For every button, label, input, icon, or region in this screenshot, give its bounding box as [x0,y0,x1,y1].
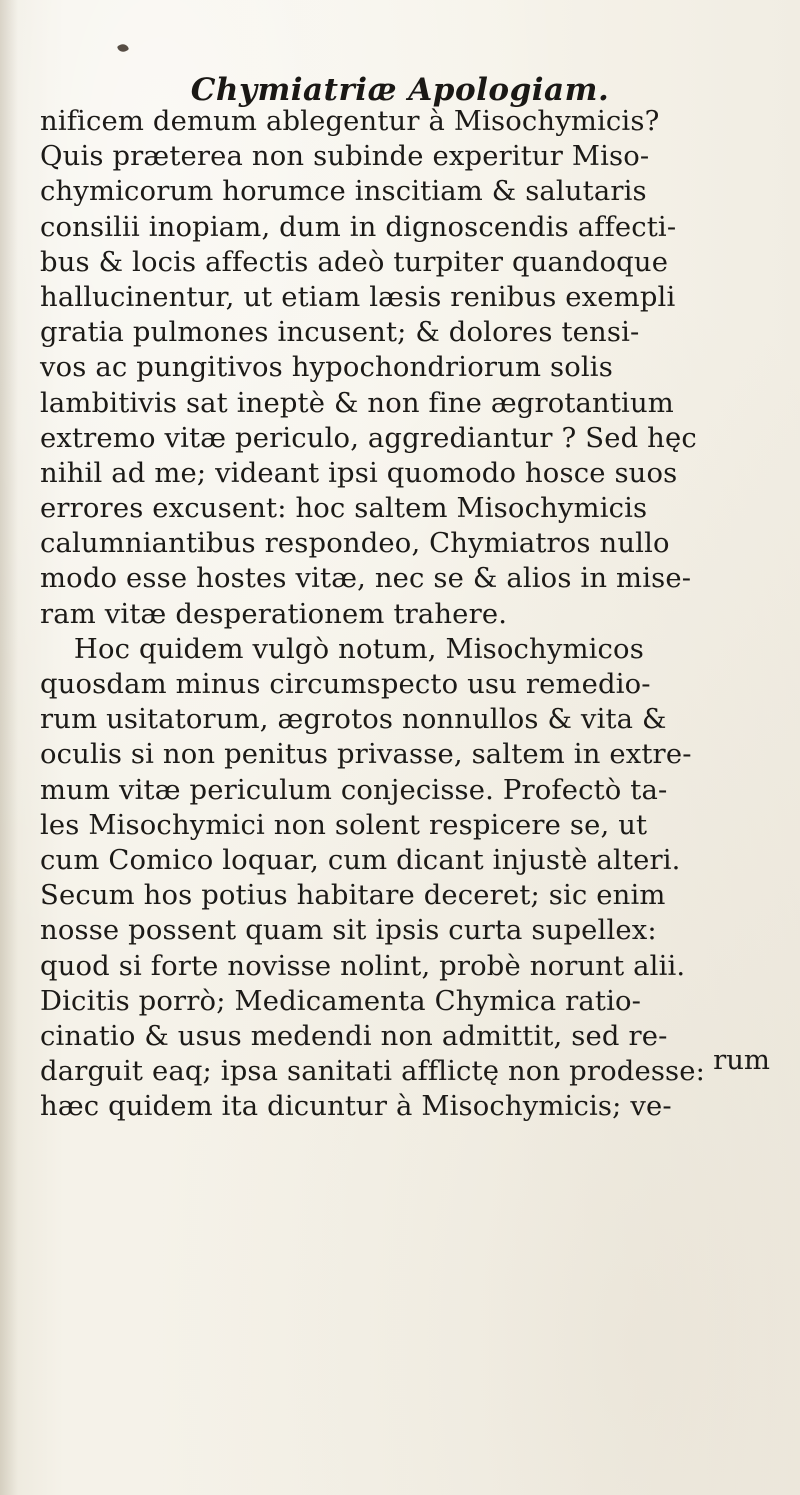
text-line: rum usitatorum, ægrotos nonnullos & vita & [40,703,667,736]
text-line: hæc quidem ita dicuntur à Misochymicis; ve- [40,1090,672,1123]
text-line: vos ac pungitivos hypochondriorum solis [40,351,613,384]
text-line: mum vitæ periculum conjecisse. Profectò ta- [40,773,668,806]
text-line: lambitivis sat ineptè & non fine ægrotantium [40,386,674,419]
text-line: hallucinentur, ut etiam læsis renibus exempli [40,280,676,313]
text-line: Secum hos potius habitare deceret; sic enim [40,879,666,912]
text-line: Hoc quidem vulgò notum, Misochymicos [73,632,644,665]
text-line: errores excusent: hoc saltem Misochymicis [40,492,648,525]
text-line: extremo vitæ periculo, aggrediantur ? Sed hęc [40,421,697,454]
text-line: cum Comico loquar, cum dicant injustè alteri. [40,843,681,876]
text-line: quod si forte novisse nolint, probè norunt alii. [40,949,686,982]
text-line: nosse possent quam sit ipsis curta supellex: [40,914,657,947]
text-line: darguit eaq; ipsa sanitati afflictę non prodesse: [40,1055,706,1088]
text-line: nificem demum ablegentur à Misochymicis? [40,105,660,137]
text-line: consilii inopiam, dum in dignoscendis affecti- [40,210,677,243]
text-line: nihil ad me; videant ipsi quomodo hosce suos [40,456,678,489]
text-line: chymicorum horumce inscitiam & salutaris [40,175,647,208]
running-head: Chymiatriæ Apologiam. [190,72,610,108]
text-line: Quis præterea non subinde experitur Miso- [40,140,650,173]
text-line: gratia pulmones incusent; & dolores tensi- [40,316,640,349]
text-line: Dicitis porrò; Medicamenta Chymica ratio- [40,984,642,1017]
body-text [40,104,790,1124]
catchword: rum [713,1044,770,1076]
ink-smudge [117,42,129,53]
text-line: cinatio & usus medendi non admittit, sed re- [40,1019,668,1052]
text-line: calumniantibus respondeo, Chymiatros nullo [40,527,670,560]
text-line: bus & locis affectis adeò turpiter quandoque [40,245,669,278]
text-line: quosdam minus circumspecto usu remedio- [40,668,651,700]
text-line: les Misochymici non solent respicere se, ut [40,808,648,841]
text-line: oculis si non penitus privasse, saltem in extre- [40,738,692,771]
text-line: modo esse hostes vitæ, nec se & alios in mise- [40,562,692,595]
page-gutter-shadow [0,0,18,1495]
text-line: ram vitæ desperationem trahere. [40,597,508,630]
